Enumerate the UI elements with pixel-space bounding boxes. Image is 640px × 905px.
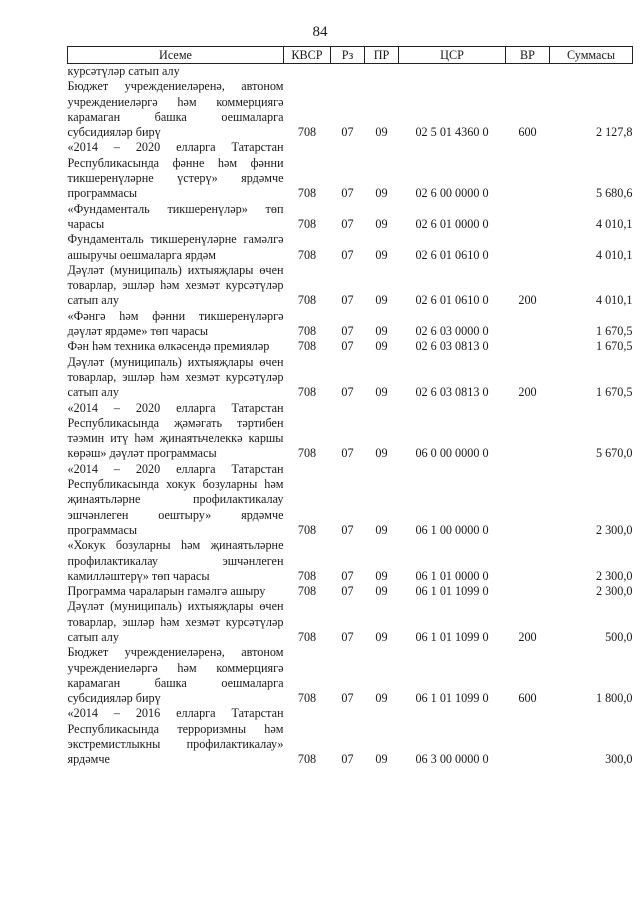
cell-csr: 02 5 01 4360 0 — [415, 125, 489, 140]
cell-vr: 600 — [518, 691, 537, 706]
cell-sum: 4 010,1 — [595, 247, 633, 262]
cell-name: Дәүләт (муниципаль) ихтыяҗлары өчен товарлар, эшләр һәм хезмәт курсәтүләр сатып алу — [67, 354, 284, 400]
cell-vr: 200 — [518, 293, 537, 308]
cell-sum: 5 680,6 — [595, 186, 633, 201]
cell-sum: 1 670,5 — [595, 339, 633, 354]
cell-rz: 07 — [341, 752, 354, 767]
cell-sum: 2 127,8 — [595, 125, 633, 140]
cell-pr: 09 — [375, 584, 388, 599]
cell-kvsr: 708 — [297, 568, 317, 583]
cell-rz: 07 — [341, 568, 354, 583]
cell-name: Фән һәм техника өлкәсендә премияләр — [67, 339, 270, 354]
cell-name: «2014 – 2020 елларга Татарстан Республикасында фәнне һәм фәнни тикшеренүләрне үстерү» ярдәмче программасы — [67, 140, 284, 201]
cell-pr: 09 — [375, 186, 388, 201]
cell-kvsr: 708 — [297, 324, 317, 339]
cell-vr — [506, 232, 550, 263]
cell-vr — [506, 706, 550, 767]
cell-sum: 2 300,0 — [595, 522, 633, 537]
cell-vr — [506, 584, 550, 599]
table-body — [68, 64, 633, 768]
cell-rz — [331, 64, 365, 80]
cell-kvsr: 708 — [297, 752, 317, 767]
cell-pr: 09 — [375, 446, 388, 461]
cell-kvsr: 708 — [297, 385, 317, 400]
cell-vr — [506, 538, 550, 584]
cell-rz: 07 — [341, 293, 354, 308]
cell-rz: 07 — [341, 385, 354, 400]
cell-pr: 09 — [375, 629, 388, 644]
cell-vr: 600 — [518, 125, 537, 140]
cell-name: Дәүләт (муниципаль) ихтыяҗлары өчен товарлар, эшләр һәм хезмәт курсәтүләр сатып алу — [67, 262, 284, 308]
table-row — [68, 232, 633, 263]
header-rz: Рз — [331, 47, 365, 64]
header-name: Исеме — [68, 47, 284, 64]
cell-rz: 07 — [341, 339, 354, 354]
cell-vr — [506, 339, 550, 354]
cell-csr: 06 1 01 1099 0 — [415, 629, 489, 644]
cell-pr: 09 — [375, 385, 388, 400]
cell-vr — [506, 401, 550, 462]
table-row — [68, 263, 633, 309]
table-row — [68, 202, 633, 233]
cell-csr: 06 1 01 0000 0 — [415, 568, 489, 583]
cell-name: «2014 – 2020 елларга Татарстан Республикасында хокук бозуларны һәм җинаятьләрне профилактикалау эшчәнлеген оештыру» ярдәмче программасы — [67, 461, 284, 537]
cell-pr: 09 — [375, 752, 388, 767]
cell-kvsr: 708 — [297, 446, 317, 461]
cell-vr — [506, 140, 550, 201]
cell-sum: 2 300,0 — [595, 568, 633, 583]
cell-csr: 06 1 01 1099 0 — [415, 691, 489, 706]
header-kvsr: КВСР — [284, 47, 331, 64]
cell-kvsr: 708 — [297, 293, 317, 308]
cell-name: «Фәнгә һәм фәнни тикшеренүләргә дәүләт ярдәме» төп чарасы — [67, 308, 284, 339]
cell-sum: 4 010,1 — [595, 293, 633, 308]
cell-kvsr — [284, 64, 331, 80]
cell-rz: 07 — [341, 125, 354, 140]
cell-rz: 07 — [341, 446, 354, 461]
table-header-row — [68, 47, 633, 64]
cell-vr: 200 — [518, 629, 537, 644]
table-row — [68, 599, 633, 645]
cell-sum: 2 300,0 — [595, 584, 633, 599]
page-number: 84 — [312, 24, 328, 40]
table-row — [68, 140, 633, 201]
cell-kvsr: 708 — [297, 216, 317, 231]
cell-csr: 02 6 01 0000 0 — [415, 216, 489, 231]
cell-pr: 09 — [375, 522, 388, 537]
header-pr: ПР — [365, 47, 399, 64]
table-row — [68, 706, 633, 767]
cell-sum: 1 800,0 — [595, 691, 633, 706]
cell-vr — [506, 309, 550, 340]
cell-rz: 07 — [341, 522, 354, 537]
cell-kvsr: 708 — [297, 691, 317, 706]
cell-kvsr: 708 — [297, 629, 317, 644]
cell-kvsr: 708 — [297, 125, 317, 140]
cell-sum: 1 670,5 — [595, 324, 633, 339]
table-row — [68, 339, 633, 354]
cell-kvsr: 708 — [297, 584, 317, 599]
cell-csr: 02 6 00 0000 0 — [415, 186, 489, 201]
cell-rz: 07 — [341, 324, 354, 339]
cell-rz: 07 — [341, 247, 354, 262]
cell-kvsr: 708 — [297, 522, 317, 537]
cell-kvsr: 708 — [297, 186, 317, 201]
header-vr: ВР — [506, 47, 550, 64]
table-row — [68, 79, 633, 140]
cell-csr: 02 6 03 0813 0 — [415, 385, 489, 400]
cell-name: «2014 – 2020 елларга Татарстан Республикасында җәмәгать тәртибен тәэмин итү һәм җинаятьчелеккә каршы көрәш» дәүләт программасы — [67, 400, 284, 461]
cell-name: Программа чараларын гамәлгә ашыру — [67, 584, 266, 599]
cell-sum — [550, 64, 633, 80]
cell-name: «Фундаменталь тикшеренүләр» төп чарасы — [67, 201, 284, 231]
cell-sum: 500,0 — [605, 629, 633, 644]
cell-pr: 09 — [375, 324, 388, 339]
table-row — [68, 401, 633, 462]
cell-pr: 09 — [375, 568, 388, 583]
header-csr: ЦСР — [399, 47, 506, 64]
cell-vr — [506, 202, 550, 233]
cell-pr: 09 — [375, 125, 388, 140]
cell-pr: 09 — [375, 339, 388, 354]
cell-rz: 07 — [341, 186, 354, 201]
cell-sum: 1 670,5 — [595, 385, 633, 400]
cell-pr: 09 — [375, 247, 388, 262]
cell-csr: 06 1 00 0000 0 — [415, 522, 489, 537]
cell-vr — [506, 64, 550, 80]
cell-rz: 07 — [341, 691, 354, 706]
cell-name: курсәтүләр сатып алу — [67, 64, 180, 78]
cell-sum: 4 010,1 — [595, 216, 633, 231]
header-sum: Суммасы — [550, 47, 633, 64]
cell-kvsr: 708 — [297, 247, 317, 262]
table-row — [68, 462, 633, 538]
cell-csr: 02 6 01 0610 0 — [415, 293, 489, 308]
cell-name: Бюджет учреждениеләренә, автоном учреждениеләргә һәм коммерциягә карамаган башка оешмаларга субсидияләр бирү — [67, 645, 284, 706]
table-row — [68, 355, 633, 401]
cell-name: Фундаменталь тикшеренүләрне гамәлгә ашыручы оешмаларга ярдәм — [67, 232, 284, 262]
table-row — [68, 64, 633, 80]
cell-csr: 06 3 00 0000 0 — [415, 752, 489, 767]
cell-csr: 02 6 01 0610 0 — [415, 247, 489, 262]
cell-csr: 06 0 00 0000 0 — [415, 446, 489, 461]
cell-rz: 07 — [341, 584, 354, 599]
cell-pr: 09 — [375, 293, 388, 308]
cell-pr: 09 — [375, 691, 388, 706]
cell-csr — [399, 64, 506, 80]
table-row — [68, 538, 633, 584]
table-row — [68, 645, 633, 706]
cell-vr — [506, 462, 550, 538]
cell-name: Бюджет учреждениеләренә, автоном учреждениеләргә һәм коммерциягә карамаган башка оешмаларга субсидияләр бирү — [67, 79, 284, 140]
cell-csr: 02 6 03 0813 0 — [415, 339, 489, 354]
cell-pr: 09 — [375, 216, 388, 231]
cell-csr: 06 1 01 1099 0 — [415, 584, 489, 599]
table-row — [68, 584, 633, 599]
cell-name: «2014 – 2016 елларга Татарстан Республикасында терроризмны һәм экстремистлыкны профилактикалау» ярдәмче — [67, 706, 284, 767]
cell-rz: 07 — [341, 216, 354, 231]
cell-name: Дәүләт (муниципаль) ихтыяҗлары өчен товарлар, эшләр һәм хезмәт курсәтүләр сатып алу — [67, 599, 284, 644]
cell-csr: 02 6 03 0000 0 — [415, 324, 489, 339]
cell-rz: 07 — [341, 629, 354, 644]
cell-pr — [365, 64, 399, 80]
cell-sum: 300,0 — [605, 752, 633, 767]
budget-table — [67, 46, 633, 768]
table-row — [68, 309, 633, 340]
cell-sum: 5 670,0 — [595, 446, 633, 461]
cell-kvsr: 708 — [297, 339, 317, 354]
cell-vr: 200 — [518, 385, 537, 400]
cell-name: «Хокук бозуларны һәм җинаятьләрне профилактикалау эшчәнлеген камилләштерү» төп чарасы — [67, 538, 284, 583]
